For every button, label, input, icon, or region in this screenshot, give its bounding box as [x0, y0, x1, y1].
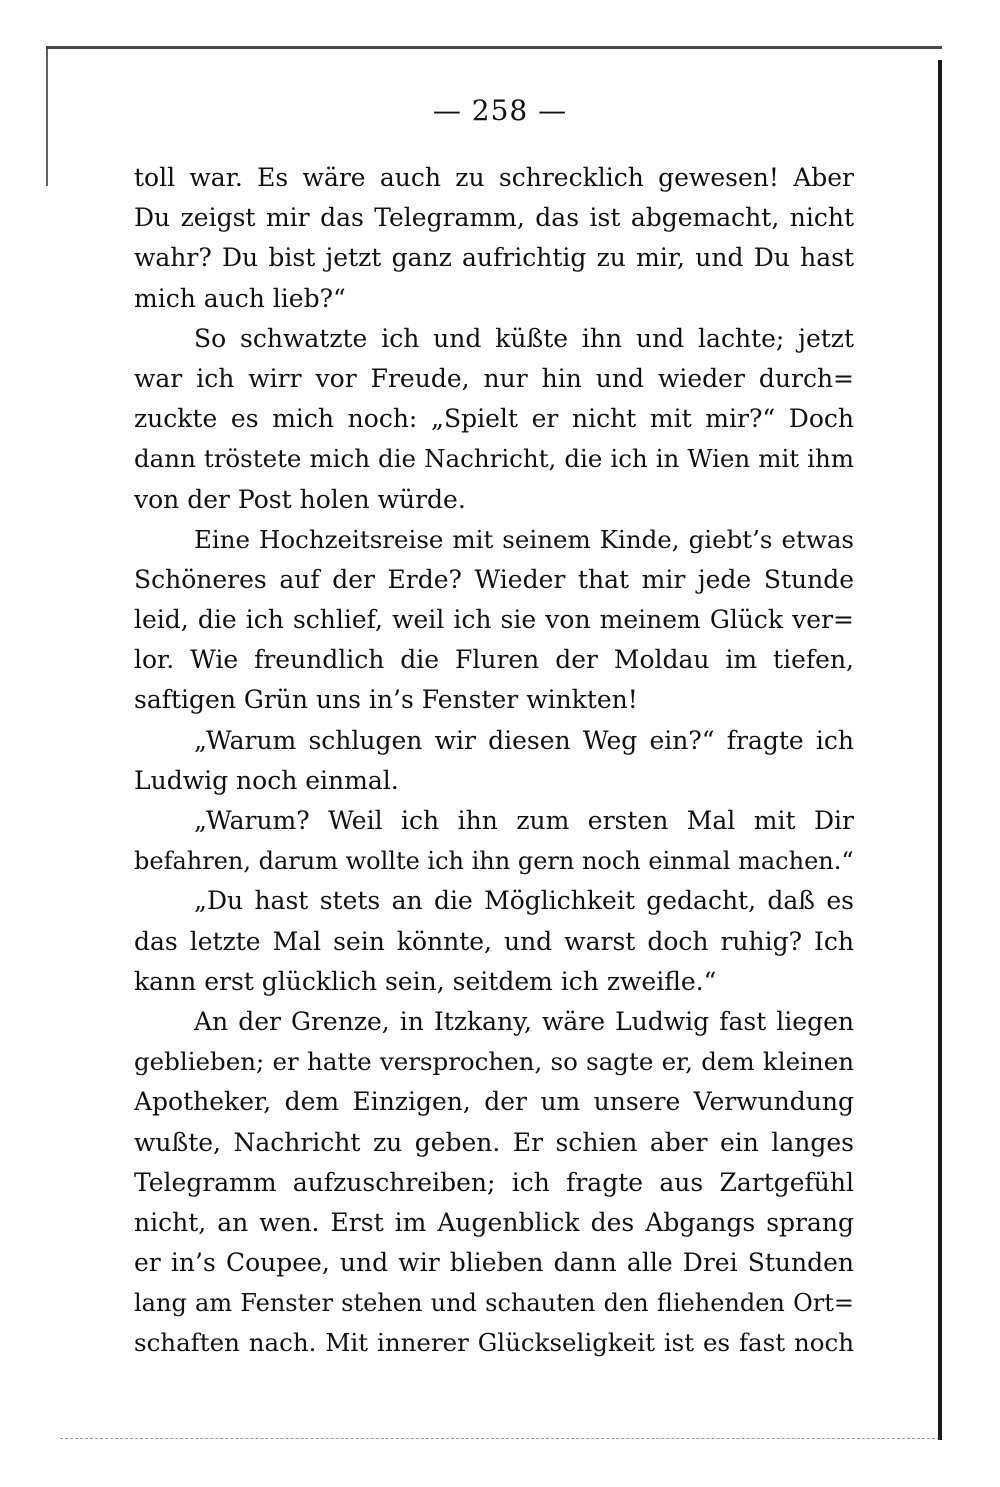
text-line: Telegramm aufzuschreiben; ich fragte aus Zartgefühl — [134, 1167, 854, 1197]
text-line: Apotheker, dem Einzigen, der um unsere Verwundung — [134, 1087, 854, 1117]
scan-edge-top — [46, 46, 942, 49]
text-line: „Warum schlugen wir diesen Weg ein?“ fragte ich — [194, 725, 854, 755]
text-line: Du zeigst mir das Telegramm, das ist abgemacht, nicht — [134, 203, 854, 233]
text-line: toll war. Es wäre auch zu schrecklich gewesen! Aber — [134, 163, 854, 192]
text-line: lor. Wie freundlich die Fluren der Moldau im tiefen, — [134, 645, 854, 675]
text-line: An der Grenze, in Itzkany, wäre Ludwig fast liegen — [194, 1006, 854, 1036]
text-line: dann tröstete mich die Nachricht, die ich in Wien mit ihm — [134, 444, 854, 474]
text-line: geblieben; er hatte versprochen, so sagte er, dem kleinen — [134, 1047, 854, 1077]
text-line: war ich wirr vor Freude, nur hin und wieder durch= — [134, 363, 854, 393]
text-line: wußte, Nachricht zu geben. Er schien aber ein langes — [134, 1127, 854, 1157]
text-line: befahren, darum wollte ich ihn gern noch einmal machen.“ — [134, 847, 854, 876]
body-text — [134, 158, 854, 1364]
text-line: So schwatzte ich und küßte ihn und lachte; jetzt — [194, 323, 854, 353]
text-line: er in’s Coupee, und wir blieben dann alle Drei Stunden — [134, 1248, 854, 1278]
text-line: „Warum? Weil ich ihn zum ersten Mal mit Dir — [194, 806, 854, 835]
text-line: wahr? Du bist jetzt ganz aufrichtig zu mir, und Du hast — [134, 243, 854, 273]
text-line: Schöneres auf der Erde? Wieder that mir jede Stunde — [134, 564, 854, 594]
text-line: leid, die ich schlief, weil ich sie von meinem Glück ver= — [134, 605, 854, 635]
text-line: schaften nach. Mit innerer Glückseligkeit ist es fast noch — [134, 1328, 854, 1358]
text-line: Ludwig noch einmal. — [134, 765, 399, 795]
text-line: „Du hast stets an die Möglichkeit gedacht, daß es — [194, 886, 854, 916]
text-line: zuckte es mich noch: „Spielt er nicht mit mir?“ Doch — [134, 404, 854, 434]
page-number: — 258 — — [432, 94, 568, 127]
text-line: kann erst glücklich sein, seitdem ich zweifle.“ — [134, 966, 717, 996]
text-line: mich auch lieb?“ — [134, 283, 346, 313]
scan-edge-bottom — [60, 1438, 940, 1440]
scan-edge-right — [938, 60, 942, 1440]
text-line: saftigen Grün uns in’s Fenster winkten! — [134, 685, 638, 715]
text-line: lang am Fenster stehen und schauten den fliehenden Ort= — [134, 1289, 854, 1318]
text-line: das letzte Mal sein könnte, und warst doch ruhig? Ich — [134, 926, 854, 956]
text-line: nicht, an wen. Erst im Augenblick des Abgangs sprang — [134, 1207, 854, 1237]
text-line: Eine Hochzeitsreise mit seinem Kinde, giebt’s etwas — [194, 524, 854, 554]
text-line: von der Post holen würde. — [134, 484, 466, 514]
